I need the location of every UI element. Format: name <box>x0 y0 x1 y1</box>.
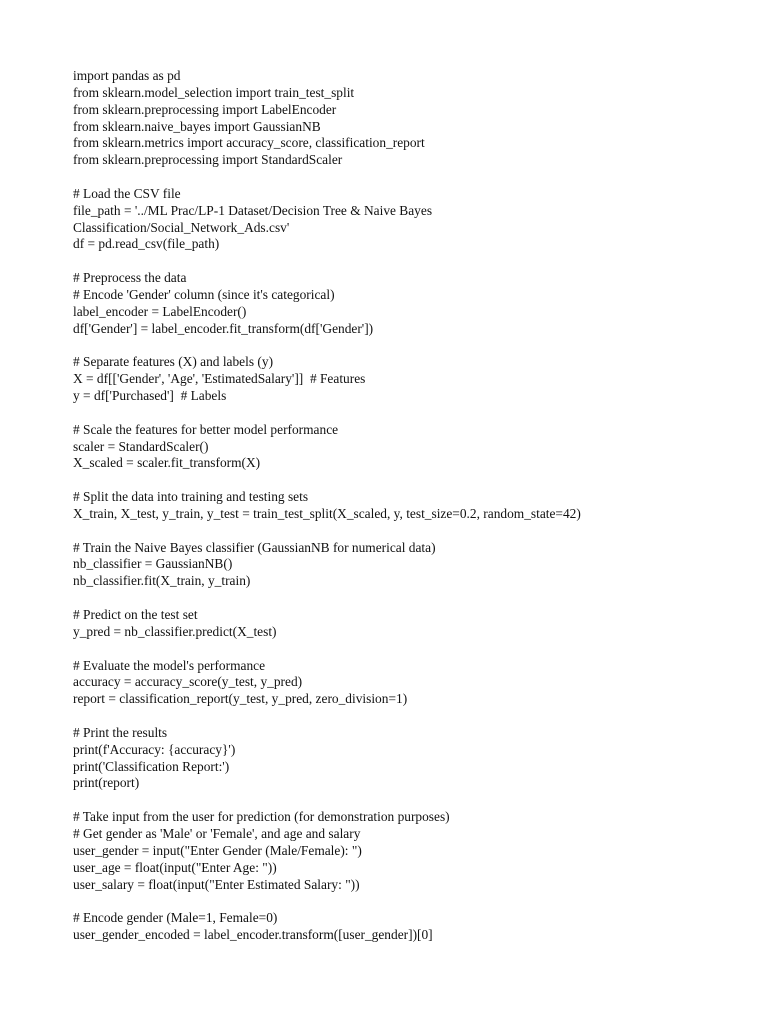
code-line: Classification/Social_Network_Ads.csv' <box>73 219 290 235</box>
code-line: nb_classifier = GaussianNB() <box>73 556 233 572</box>
code-line: report = classification_report(y_test, y_pred, zero_division=1) <box>73 691 408 707</box>
code-comment-line: # Take input from the user for prediction (for demonstration purposes) <box>73 809 450 825</box>
blank-line <box>73 405 753 422</box>
code-line: df['Gender'] = label_encoder.fit_transform(df['Gender']) <box>73 320 374 336</box>
code-line: file_path = '../ML Prac/LP-1 Dataset/Decision Tree & Naive Bayes <box>73 202 433 218</box>
code-comment-line: # Preprocess the data <box>73 270 187 286</box>
code-comment-line: # Evaluate the model's performance <box>73 657 266 673</box>
code-line: from sklearn.preprocessing import StandardScaler <box>73 152 343 168</box>
code-line: print(report) <box>73 775 140 791</box>
code-line: import pandas as pd <box>73 68 181 83</box>
code-line: user_age = float(input("Enter Age: ")) <box>73 859 277 875</box>
code-line: scaler = StandardScaler() <box>73 438 209 454</box>
code-listing <box>73 68 753 944</box>
blank-line <box>73 893 753 910</box>
code-comment-line: # Predict on the test set <box>73 607 198 622</box>
blank-line <box>73 169 753 186</box>
code-comment-line: # Split the data into training and testing sets <box>73 489 309 505</box>
code-line: y = df['Purchased'] # Labels <box>73 388 227 404</box>
code-comment-line: # Encode 'Gender' column (since it's categorical) <box>73 286 335 302</box>
code-line: from sklearn.naive_bayes import GaussianNB <box>73 118 321 134</box>
code-comment-line: # Scale the features for better model performance <box>73 421 339 437</box>
code-line: user_gender_encoded = label_encoder.transform([user_gender])[0] <box>73 927 433 943</box>
blank-line <box>73 708 753 725</box>
code-line: print('Classification Report:') <box>73 758 230 774</box>
blank-line <box>73 472 753 489</box>
blank-line <box>73 523 753 540</box>
code-line: from sklearn.preprocessing import LabelEncoder <box>73 101 337 117</box>
code-line: X_scaled = scaler.fit_transform(X) <box>73 455 261 471</box>
code-line: from sklearn.metrics import accuracy_score, classification_report <box>73 135 425 151</box>
blank-line <box>73 590 753 607</box>
code-line: print(f'Accuracy: {accuracy}') <box>73 741 236 757</box>
code-comment-line: # Print the results <box>73 724 168 740</box>
code-line: user_salary = float(input("Enter Estimated Salary: ")) <box>73 876 360 892</box>
code-line: nb_classifier.fit(X_train, y_train) <box>73 573 251 589</box>
blank-line <box>73 338 753 355</box>
code-line: df = pd.read_csv(file_path) <box>73 236 220 252</box>
code-comment-line: # Train the Naive Bayes classifier (GaussianNB for numerical data) <box>73 539 436 555</box>
code-comment-line: # Get gender as 'Male' or 'Female', and age and salary <box>73 825 361 841</box>
blank-line <box>73 792 753 809</box>
code-comment-line: # Load the CSV file <box>73 185 181 201</box>
code-line: accuracy = accuracy_score(y_test, y_pred) <box>73 674 303 690</box>
blank-line <box>73 641 753 658</box>
blank-line <box>73 253 753 270</box>
code-comment-line: # Encode gender (Male=1, Female=0) <box>73 910 278 926</box>
code-line: X = df[['Gender', 'Age', 'EstimatedSalary']] # Features <box>73 371 366 387</box>
code-line: user_gender = input("Enter Gender (Male/Female): ") <box>73 842 362 858</box>
code-line: y_pred = nb_classifier.predict(X_test) <box>73 623 277 639</box>
code-line: from sklearn.model_selection import train_test_split <box>73 84 355 100</box>
code-comment-line: # Separate features (X) and labels (y) <box>73 354 274 370</box>
code-line: label_encoder = LabelEncoder() <box>73 303 247 319</box>
code-line: X_train, X_test, y_train, y_test = train_test_split(X_scaled, y, test_size=0.2, random_state=42) <box>73 505 581 521</box>
